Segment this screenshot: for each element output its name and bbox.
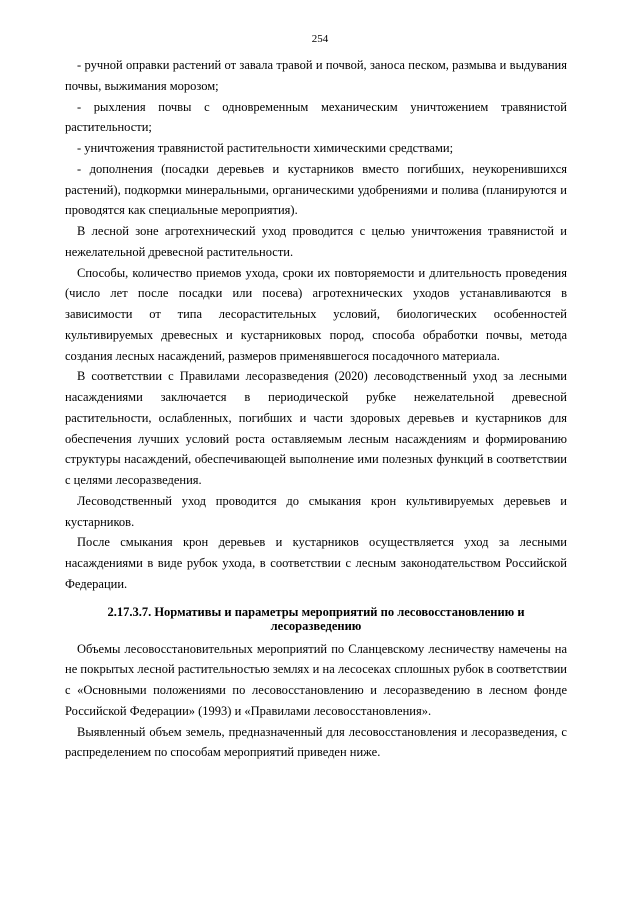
paragraph: - ручной оправки растений от завала травой и почвой, заноса песком, размыва и выдувания почвы, выжимания морозом; bbox=[65, 58, 567, 93]
paragraph: - рыхления почвы с одновременным механическим уничтожением травянистой растительности; bbox=[65, 99, 567, 135]
paragraph: Способы, количество приемов ухода, сроки их повторяемости и длительность проведения (число лет после посадки или посева) агротехнических уходов устанавливаются в зависимости от типа лесорастительных условий, биологических особенностей культивируемых древесных и кустарниковых пород, способа обработки почвы, метода создания лесных насаждений, размеров применявшегося посадочного материала. bbox=[65, 265, 567, 363]
paragraph: - уничтожения травянистой растительности химическими средствами; bbox=[77, 141, 454, 155]
paragraph: - дополнения (посадки деревьев и кустарников вместо погибших, неукоренившихся растений), подкормки минеральными, органическими удобрениями и полива (планируются и проводятся как специальные мероприятия). bbox=[65, 161, 567, 218]
paragraph: Лесоводственный уход проводится до смыкания крон культивируемых деревьев и кустарников. bbox=[65, 493, 567, 529]
page-number: 254 bbox=[311, 33, 329, 45]
paragraph: В лесной зоне агротехнический уход проводится с целью уничтожения травянистой и нежелательной древесной растительности. bbox=[65, 224, 567, 259]
section-heading: 2.17.3.7. Нормативы и параметры мероприятий по лесовосстановлению и лесоразведению bbox=[107, 604, 525, 633]
paragraph: После смыкания крон деревьев и кустарников осуществляется уход за лесными насаждениями в виде рубок ухода, в соответствии с лесным законодательством Российской Федерации. bbox=[65, 535, 567, 591]
paragraph: Объемы лесовосстановительных мероприятий по Сланцевскому лесничеству намечены на не покрытых лесной растительностью землях и на лесосеках сплошных рубок в соответствии с «Основными положениями по лесовосстановлению и лесоразведению в лесном фонде Российской Федерации» (1993) и «Правилами лесовосстановления». bbox=[65, 641, 567, 718]
paragraph: В соответствии с Правилами лесоразведения (2020) лесоводственный уход за лесными насаждениями заключается в периодической рубке нежелательной древесной растительности, ослабленных, погибших и части здоровых деревьев и кустарников для обеспечения лучших условий роста оставляемым лесным насаждениям и формированию структуры насаждений, обеспечивающей выполнение ими полезных функций в соответствии с целями лесоразведения. bbox=[65, 369, 567, 487]
document-body bbox=[65, 55, 567, 763]
paragraph: Выявленный объем земель, предназначенный для лесовосстановления и лесоразведения, с распределением по способам мероприятий приведен ниже. bbox=[65, 724, 567, 760]
